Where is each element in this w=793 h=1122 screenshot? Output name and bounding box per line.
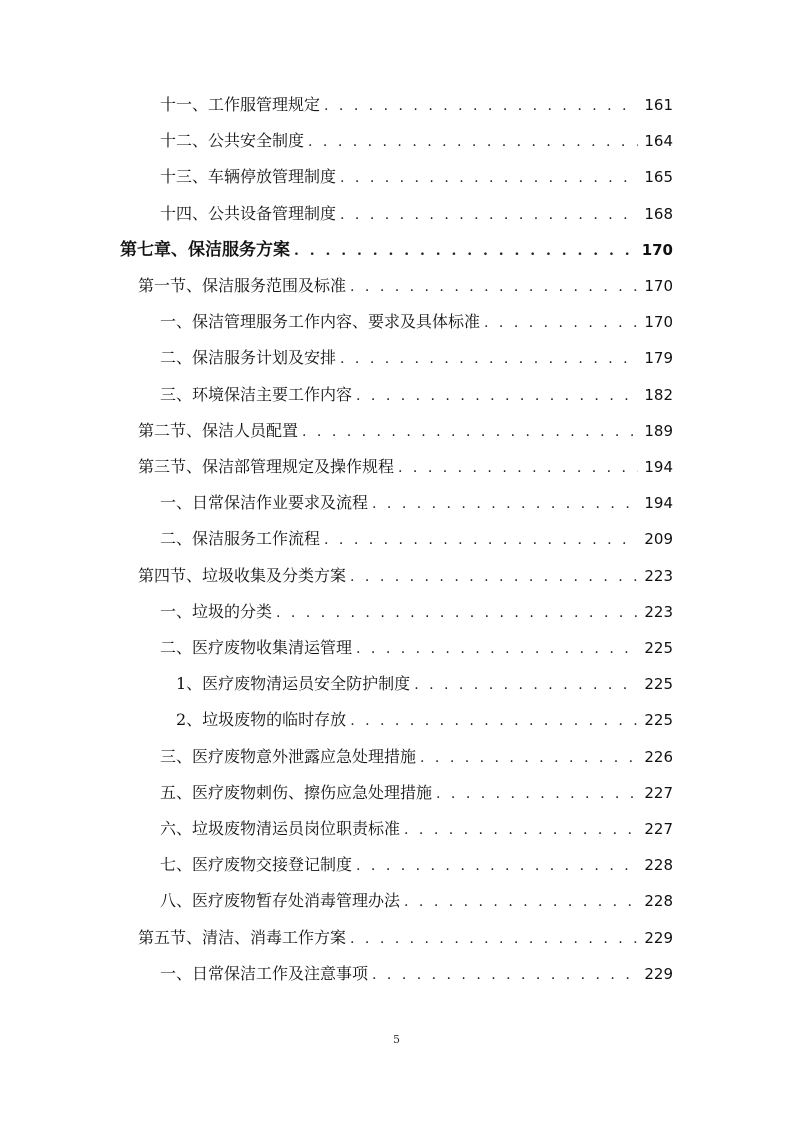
toc-entry [160, 162, 673, 192]
toc-entry [160, 633, 673, 663]
toc-entry [160, 814, 673, 844]
toc-dot-leader [276, 598, 638, 628]
toc-entry-page: 223 [644, 566, 673, 585]
toc-entry [160, 778, 673, 808]
toc-entry-page: 170 [641, 240, 673, 259]
toc-dot-leader [372, 960, 638, 990]
toc-dot-leader [372, 489, 638, 519]
toc-dot-leader [350, 924, 638, 954]
toc-dot-leader [436, 779, 638, 809]
toc-dot-leader [356, 851, 638, 881]
toc-entry [160, 307, 673, 337]
toc-entry-title: 一、日常保洁工作及注意事项 [160, 963, 369, 983]
toc-entry-title: 七、医疗废物交接登记制度 [160, 855, 353, 875]
toc-entry-page: 228 [644, 892, 673, 911]
toc-entry [160, 199, 673, 229]
toc-dot-leader [350, 562, 638, 592]
toc-entry-title: 六、垃圾废物清运员岗位职责标准 [160, 819, 401, 838]
toc-entry-page: 229 [644, 964, 673, 983]
toc-entry [160, 488, 673, 518]
toc-dot-leader [324, 91, 638, 121]
toc-entry-page: 225 [644, 711, 673, 730]
toc-entry [160, 343, 673, 373]
toc-dot-leader [414, 670, 638, 700]
toc-entry-page: 164 [644, 132, 673, 151]
toc-entry-page: 194 [644, 494, 673, 513]
toc-entry-page: 225 [644, 675, 673, 694]
toc-dot-leader [340, 200, 638, 230]
toc-entry [176, 669, 673, 699]
toc-entry-title: 2、垃圾废物的临时存放 [176, 710, 347, 730]
toc-entry-page: 226 [644, 747, 673, 766]
toc-entry-page: 209 [644, 530, 673, 549]
toc-dot-leader [350, 272, 638, 302]
toc-entry [160, 524, 673, 554]
toc-dot-leader [356, 634, 638, 664]
toc-entry [138, 923, 673, 953]
toc-entry-page: 170 [644, 313, 673, 332]
toc-entry-page: 168 [644, 204, 673, 223]
toc-dot-leader [404, 815, 638, 845]
toc-entry-title: 第五节、清洁、消毒工作方案 [138, 927, 347, 947]
toc-dot-leader [340, 344, 638, 374]
toc-entry-title: 第一节、保洁服务范围及标准 [138, 276, 347, 295]
toc-entry [138, 416, 673, 446]
toc-dot-leader [356, 381, 638, 411]
toc-entry-title: 第七章、保洁服务方案 [120, 239, 290, 260]
toc-entry-title: 十一、工作服管理规定 [160, 95, 321, 114]
toc-dot-leader [420, 743, 638, 773]
toc-dot-leader [324, 525, 638, 555]
toc-entry-page: 165 [644, 168, 673, 187]
toc-entry [138, 271, 673, 301]
toc-entry-page: 194 [644, 458, 673, 476]
toc-entry-title: 第二节、保洁人员配置 [138, 420, 299, 440]
toc-dot-leader [350, 706, 638, 736]
toc-dot-leader [308, 127, 638, 157]
toc-entry-page: 161 [644, 96, 673, 114]
toc-dot-leader [302, 417, 638, 447]
toc-entry-title: 1、医疗废物清运员安全防护制度 [176, 674, 411, 694]
toc-entry-title: 二、保洁服务工作流程 [160, 529, 321, 549]
toc-entry-page: 228 [644, 856, 673, 875]
toc-entry [138, 452, 673, 482]
toc-entry [160, 380, 673, 410]
toc-entry-title: 十二、公共安全制度 [160, 131, 305, 151]
toc-dot-leader [398, 453, 638, 483]
page-number: 5 [393, 1033, 400, 1046]
toc-entry-title: 二、医疗废物收集清运管理 [160, 638, 353, 657]
toc-entry [176, 705, 673, 735]
toc-entry [160, 90, 673, 120]
toc-entry [120, 235, 673, 265]
toc-entry-page: 227 [644, 820, 673, 838]
toc-dot-leader [294, 236, 636, 266]
toc-entry [160, 959, 673, 989]
toc-entry [138, 561, 673, 591]
toc-entry [160, 597, 673, 627]
toc-entry [160, 886, 673, 916]
toc-entry-title: 五、医疗废物刺伤、擦伤应急处理措施 [160, 782, 433, 802]
toc-entry [160, 126, 673, 156]
toc-entry-page: 179 [644, 349, 673, 368]
toc-entry-title: 一、保洁管理服务工作内容、要求及具体标准 [160, 312, 481, 332]
toc-entry-title: 十三、车辆停放管理制度 [160, 167, 337, 187]
toc-entry-title: 第四节、垃圾收集及分类方案 [138, 565, 347, 585]
toc-entry [160, 742, 673, 772]
toc-entry-title: 一、垃圾的分类 [160, 601, 273, 621]
toc-entry-page: 229 [644, 928, 673, 947]
toc-entry-page: 189 [644, 421, 673, 440]
toc-entry-title: 三、医疗废物意外泄露应急处理措施 [160, 746, 417, 766]
toc-entry-title: 一、日常保洁作业要求及流程 [160, 493, 369, 513]
toc-entry-title: 八、医疗废物暂存处消毒管理办法 [160, 891, 401, 911]
toc-entry-title: 十四、公共设备管理制度 [160, 203, 337, 223]
toc-dot-leader [404, 887, 638, 917]
toc-entry-title: 二、保洁服务计划及安排 [160, 348, 337, 368]
toc-entry-page: 227 [644, 783, 673, 802]
toc-entry [160, 850, 673, 880]
toc-dot-leader [340, 163, 638, 193]
toc-entry-title: 三、环境保洁主要工作内容 [160, 384, 353, 404]
toc-dot-leader [484, 308, 638, 338]
toc-entry-page: 225 [644, 639, 673, 657]
toc-entry-page: 182 [644, 385, 673, 404]
toc-entry-page: 170 [644, 277, 673, 295]
toc-entry-title: 第三节、保洁部管理规定及操作规程 [138, 457, 395, 476]
toc-entry-page: 223 [644, 602, 673, 621]
